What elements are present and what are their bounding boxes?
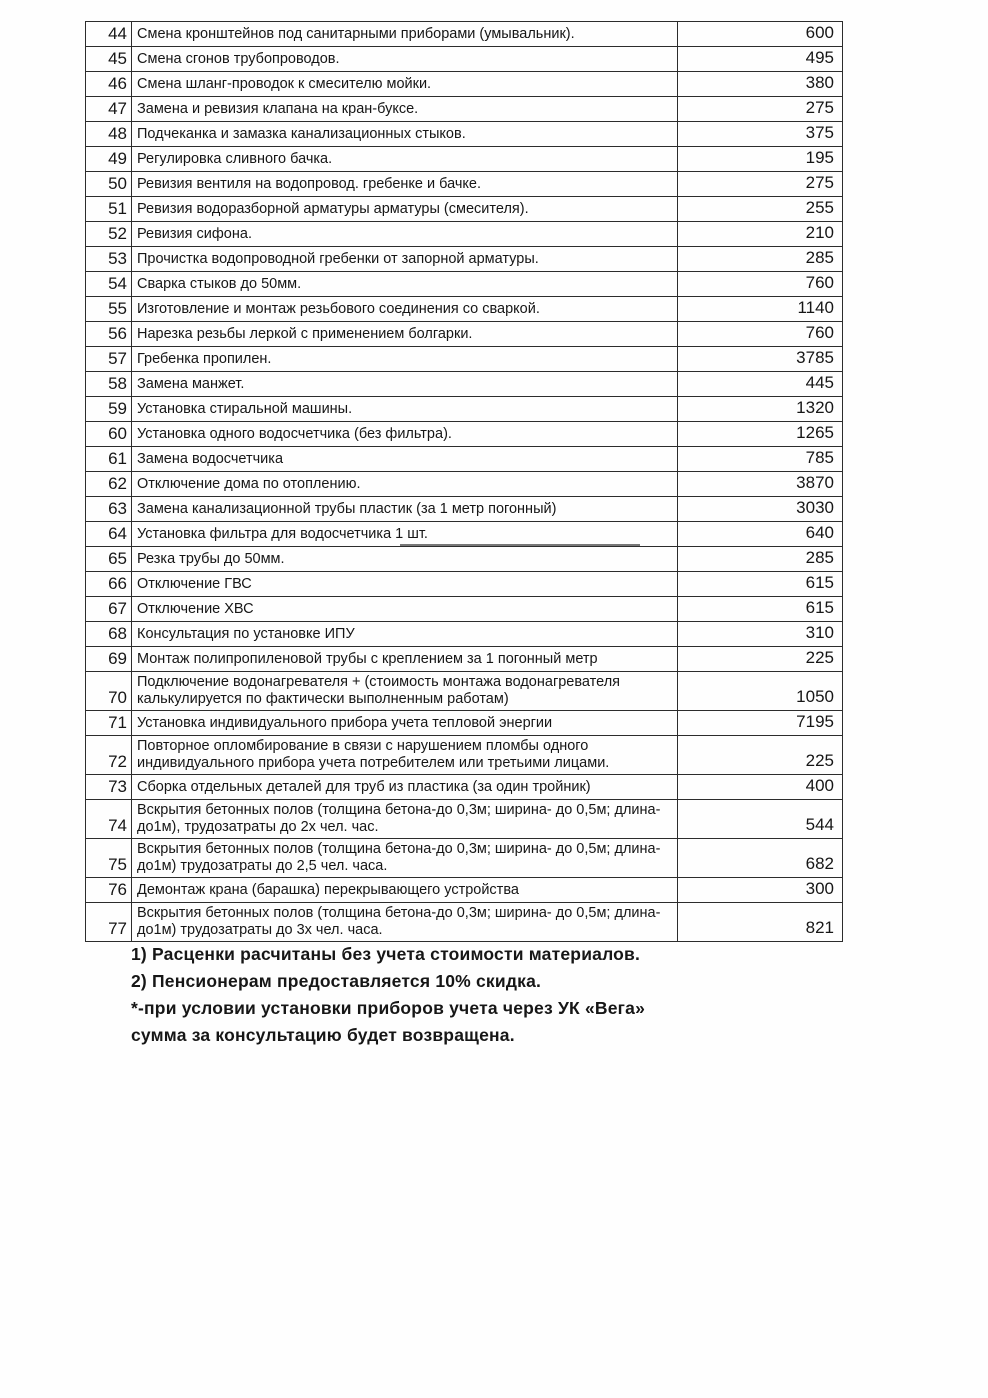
row-price-cell: 225 — [678, 647, 843, 672]
table-row — [86, 397, 843, 422]
table-row — [86, 272, 843, 297]
row-description-cell: Замена манжет. — [132, 372, 678, 397]
row-description-cell: Подчеканка и замазка канализационных стыков. — [132, 122, 678, 147]
table-row — [86, 447, 843, 472]
row-price-cell: 600 — [678, 22, 843, 47]
row-description-cell: Замена канализационной трубы пластик (за 1 метр погонный) — [132, 497, 678, 522]
row-description-cell: Сборка отдельных деталей для труб из пластика (за один тройник) — [132, 775, 678, 800]
row-number-cell: 48 — [86, 122, 132, 147]
row-price-cell: 640 — [678, 522, 843, 547]
scan-artifact-line — [400, 544, 640, 546]
row-number-cell: 47 — [86, 97, 132, 122]
table-row — [86, 72, 843, 97]
row-description-cell: Установка индивидуального прибора учета тепловой энергии — [132, 711, 678, 736]
row-price-cell: 310 — [678, 622, 843, 647]
row-description-cell: Изготовление и монтаж резьбового соединения со сваркой. — [132, 297, 678, 322]
row-price-cell: 225 — [678, 736, 843, 775]
row-number-cell: 52 — [86, 222, 132, 247]
row-number-cell: 64 — [86, 522, 132, 547]
row-description-cell: Смена шланг-проводок к смесителю мойки. — [132, 72, 678, 97]
row-number-cell: 54 — [86, 272, 132, 297]
footnotes — [131, 945, 645, 1053]
row-price-cell: 760 — [678, 272, 843, 297]
row-price-cell: 285 — [678, 247, 843, 272]
row-number-cell: 57 — [86, 347, 132, 372]
row-number-cell: 67 — [86, 597, 132, 622]
table-row — [86, 497, 843, 522]
table-row — [86, 172, 843, 197]
row-description-cell: Отключение ГВС — [132, 572, 678, 597]
row-description-cell: Отключение дома по отоплению. — [132, 472, 678, 497]
row-price-cell: 375 — [678, 122, 843, 147]
row-description-cell: Вскрытия бетонных полов (толщина бетона-до 0,3м; ширина- до 0,5м; длина-до1м) трудозатраты до 2,5 чел. часа. — [132, 839, 678, 878]
table-row — [86, 422, 843, 447]
row-description-cell: Замена и ревизия клапана на кран-буксе. — [132, 97, 678, 122]
table-row — [86, 522, 843, 547]
table-row — [86, 147, 843, 172]
row-number-cell: 70 — [86, 672, 132, 711]
row-description-cell: Замена водосчетчика — [132, 447, 678, 472]
row-price-cell: 3785 — [678, 347, 843, 372]
row-number-cell: 45 — [86, 47, 132, 72]
row-description-cell: Гребенка пропилен. — [132, 347, 678, 372]
row-description-cell: Сварка стыков до 50мм. — [132, 272, 678, 297]
row-description-cell: Смена сгонов трубопроводов. — [132, 47, 678, 72]
table-row — [86, 736, 843, 775]
footnote-line: 2) Пенсионерам предоставляется 10% скидка. — [131, 971, 542, 991]
row-price-cell: 615 — [678, 572, 843, 597]
row-price-cell: 3870 — [678, 472, 843, 497]
row-description-cell: Регулировка сливного бачка. — [132, 147, 678, 172]
row-number-cell: 66 — [86, 572, 132, 597]
row-number-cell: 68 — [86, 622, 132, 647]
footnote-line: *-при условии установки приборов учета через УК «Вега» — [131, 998, 646, 1018]
row-number-cell: 60 — [86, 422, 132, 447]
row-number-cell: 59 — [86, 397, 132, 422]
row-number-cell: 73 — [86, 775, 132, 800]
row-price-cell: 255 — [678, 197, 843, 222]
table-row — [86, 347, 843, 372]
row-number-cell: 44 — [86, 22, 132, 47]
price-table — [85, 21, 843, 942]
row-number-cell: 50 — [86, 172, 132, 197]
row-price-cell: 7195 — [678, 711, 843, 736]
row-number-cell: 63 — [86, 497, 132, 522]
row-description-cell: Повторное опломбирование в связи с нарушением пломбы одного индивидуального прибора учета потребителем или третьими лицами. — [132, 736, 678, 775]
table-row — [86, 222, 843, 247]
table-row — [86, 839, 843, 878]
row-price-cell: 1140 — [678, 297, 843, 322]
row-number-cell: 51 — [86, 197, 132, 222]
row-price-cell: 210 — [678, 222, 843, 247]
table-row — [86, 372, 843, 397]
row-price-cell: 495 — [678, 47, 843, 72]
footnote-line: сумма за консультацию будет возвращена. — [131, 1025, 515, 1045]
table-row — [86, 47, 843, 72]
row-number-cell: 75 — [86, 839, 132, 878]
table-row — [86, 322, 843, 347]
row-number-cell: 74 — [86, 800, 132, 839]
table-row — [86, 903, 843, 942]
table-row — [86, 197, 843, 222]
row-description-cell: Консультация по установке ИПУ — [132, 622, 678, 647]
row-description-cell: Нарезка резьбы леркой с применением болгарки. — [132, 322, 678, 347]
row-price-cell: 760 — [678, 322, 843, 347]
row-description-cell: Ревизия вентиля на водопровод. гребенке и бачке. — [132, 172, 678, 197]
row-number-cell: 76 — [86, 878, 132, 903]
table-row — [86, 647, 843, 672]
table-row — [86, 775, 843, 800]
row-price-cell: 1050 — [678, 672, 843, 711]
table-row — [86, 572, 843, 597]
row-price-cell: 380 — [678, 72, 843, 97]
row-price-cell: 445 — [678, 372, 843, 397]
row-number-cell: 61 — [86, 447, 132, 472]
table-row — [86, 622, 843, 647]
row-description-cell: Ревизия водоразборной арматуры арматуры (смесителя). — [132, 197, 678, 222]
row-description-cell: Установка одного водосчетчика (без фильтра). — [132, 422, 678, 447]
table-row — [86, 297, 843, 322]
row-price-cell: 300 — [678, 878, 843, 903]
row-number-cell: 49 — [86, 147, 132, 172]
row-price-cell: 1265 — [678, 422, 843, 447]
row-number-cell: 58 — [86, 372, 132, 397]
row-price-cell: 821 — [678, 903, 843, 942]
row-description-cell: Вскрытия бетонных полов (толщина бетона-до 0,3м; ширина- до 0,5м; длина-до1м) трудозатраты до 3х чел. часа. — [132, 903, 678, 942]
table-row — [86, 672, 843, 711]
row-description-cell: Установка фильтра для водосчетчика 1 шт. — [132, 522, 678, 547]
row-number-cell: 62 — [86, 472, 132, 497]
row-price-cell: 3030 — [678, 497, 843, 522]
table-row — [86, 711, 843, 736]
row-price-cell: 195 — [678, 147, 843, 172]
row-price-cell: 785 — [678, 447, 843, 472]
row-number-cell: 55 — [86, 297, 132, 322]
table-row — [86, 22, 843, 47]
row-number-cell: 46 — [86, 72, 132, 97]
row-price-cell: 615 — [678, 597, 843, 622]
table-row — [86, 122, 843, 147]
row-price-cell: 400 — [678, 775, 843, 800]
row-description-cell: Монтаж полипропиленовой трубы с креплением за 1 погонный метр — [132, 647, 678, 672]
row-description-cell: Демонтаж крана (барашка) перекрывающего устройства — [132, 878, 678, 903]
table-row — [86, 97, 843, 122]
row-description-cell: Резка трубы до 50мм. — [132, 547, 678, 572]
table-row — [86, 247, 843, 272]
table-row — [86, 597, 843, 622]
row-description-cell: Подключение водонагревателя + (стоимость монтажа водонагревателя калькулируется по фактически выполненным работам) — [132, 672, 678, 711]
row-price-cell: 1320 — [678, 397, 843, 422]
row-description-cell: Ревизия сифона. — [132, 222, 678, 247]
row-description-cell: Прочистка водопроводной гребенки от запорной арматуры. — [132, 247, 678, 272]
table-row — [86, 547, 843, 572]
row-description-cell: Отключение ХВС — [132, 597, 678, 622]
row-number-cell: 69 — [86, 647, 132, 672]
row-description-cell: Смена кронштейнов под санитарными приборами (умывальник). — [132, 22, 678, 47]
row-number-cell: 65 — [86, 547, 132, 572]
price-table-body — [86, 22, 843, 942]
row-price-cell: 285 — [678, 547, 843, 572]
row-price-cell: 682 — [678, 839, 843, 878]
row-price-cell: 275 — [678, 97, 843, 122]
row-number-cell: 53 — [86, 247, 132, 272]
row-price-cell: 544 — [678, 800, 843, 839]
row-description-cell: Установка стиральной машины. — [132, 397, 678, 422]
row-number-cell: 77 — [86, 903, 132, 942]
row-number-cell: 71 — [86, 711, 132, 736]
table-row — [86, 800, 843, 839]
table-row — [86, 878, 843, 903]
row-number-cell: 56 — [86, 322, 132, 347]
footnote-line: 1) Расценки расчитаны без учета стоимости материалов. — [131, 944, 641, 964]
row-number-cell: 72 — [86, 736, 132, 775]
row-description-cell: Вскрытия бетонных полов (толщина бетона-до 0,3м; ширина- до 0,5м; длина-до1м), трудозатраты до 2х чел. час. — [132, 800, 678, 839]
row-price-cell: 275 — [678, 172, 843, 197]
table-row — [86, 472, 843, 497]
